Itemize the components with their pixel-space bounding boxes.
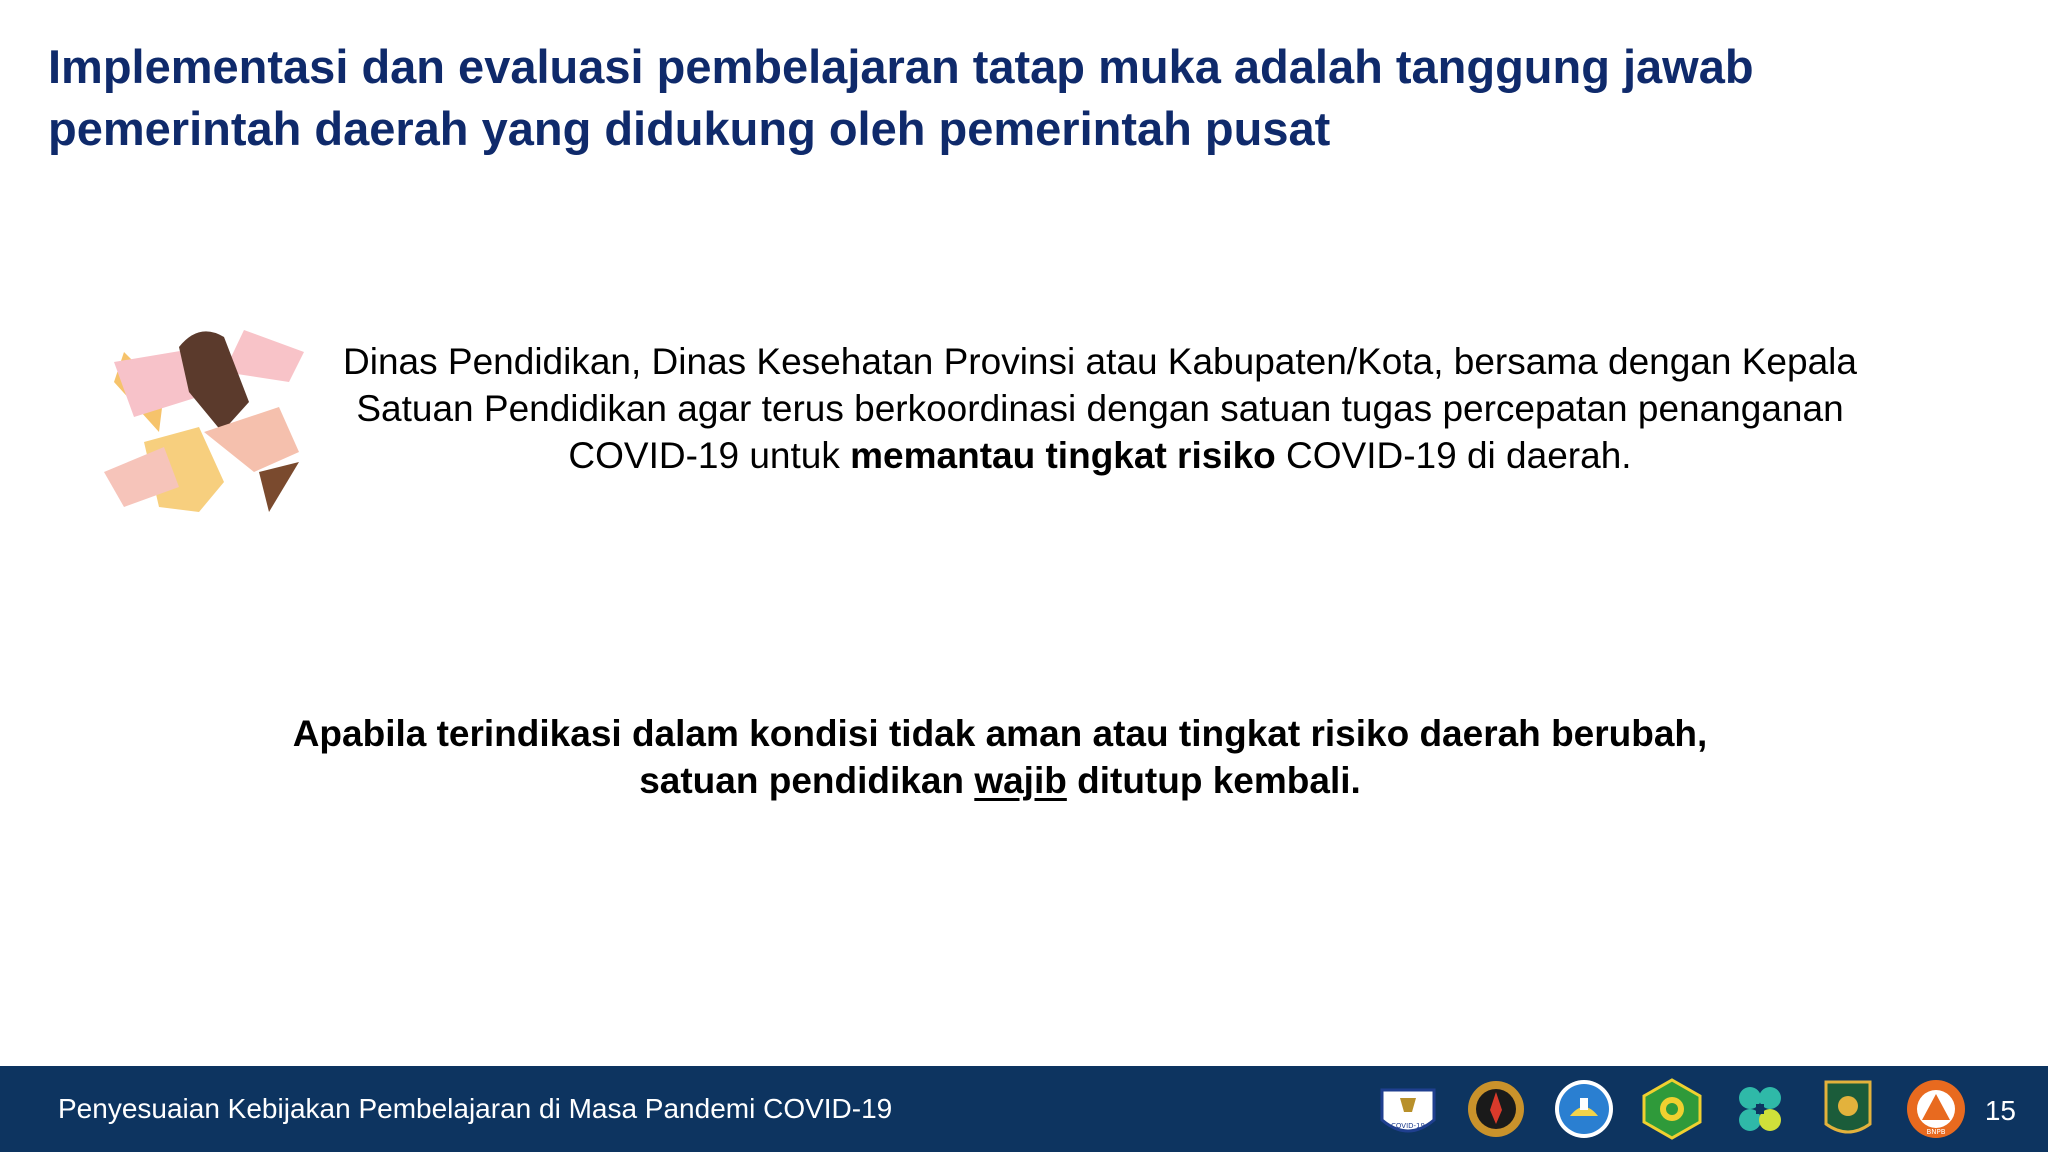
kemenkes-logo xyxy=(1728,1076,1792,1142)
para2-line2 xyxy=(180,757,1820,804)
para1-text-before: Dinas Pendidikan, Dinas Kesehatan Provinsi atau Kabupaten/Kota, bersama dengan Kepala Satuan Pendidikan agar terus berkoordinasi dengan satuan tugas percepatan penanganan COVID-19 untuk xyxy=(343,341,1857,476)
gugus-tugas-covid19-logo xyxy=(1376,1076,1440,1142)
kemendagri-logo xyxy=(1816,1076,1880,1142)
bnpb-logo xyxy=(1904,1076,1968,1142)
para2-text-before: satuan pendidikan xyxy=(639,760,975,801)
para2-underlined-word: wajib xyxy=(974,760,1067,801)
para1-text-after: COVID-19 di daerah. xyxy=(1275,435,1632,476)
tni-polri-emblem-logo xyxy=(1464,1076,1528,1142)
joined-hands-illustration xyxy=(104,322,314,522)
page-number: 15 xyxy=(1984,1095,2016,1126)
footer-title: Penyesuaian Kebijakan Pembelajaran di Masa Pandemi COVID-19 xyxy=(58,1093,893,1124)
bnpb-label: BNPB xyxy=(1926,1128,1946,1136)
kemendikbud-logo xyxy=(1552,1076,1616,1142)
para2-line1: Apabila terindikasi dalam kondisi tidak aman atau tingkat risiko daerah berubah, xyxy=(292,713,1708,754)
kemenag-logo xyxy=(1640,1076,1704,1142)
slide-title: Implementasi dan evaluasi pembelajaran tatap muka adalah tanggung jawab pemerintah daerah yang didukung oleh pemerintah pusat xyxy=(48,40,1754,155)
para1-bold-phrase: memantau tingkat risiko xyxy=(850,435,1276,476)
footer-bar xyxy=(0,1066,2048,1152)
para2-text-after: ditutup kembali. xyxy=(1066,760,1361,801)
closure-warning-paragraph xyxy=(180,710,1820,804)
footer-logos xyxy=(1376,1076,1968,1142)
gugus-tugas-label: COVID-19 xyxy=(1391,1122,1425,1130)
coordination-paragraph xyxy=(330,338,1870,479)
